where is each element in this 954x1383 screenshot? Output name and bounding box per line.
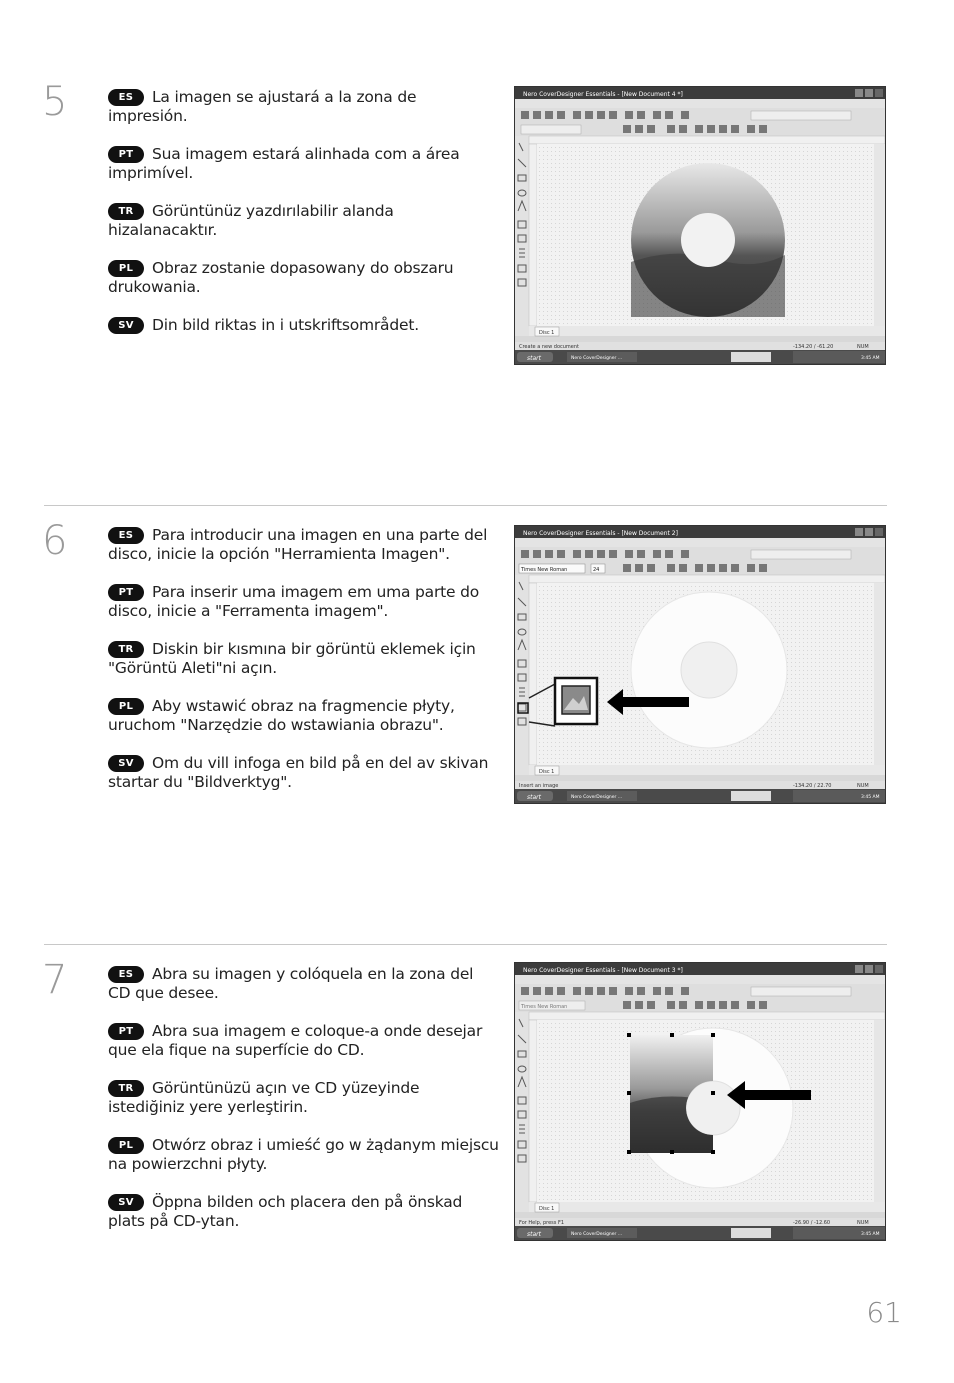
instructions-step-6 [108, 526, 500, 811]
screenshot-step-6 [514, 525, 886, 804]
svg-text:3:45 AM: 3:45 AM [861, 356, 880, 361]
ruler-vertical [529, 583, 537, 765]
instruction-sv: SV Öppna bilden och placera den på önskad plats på CD-ytan. [108, 1193, 463, 1230]
instruction-pl: PL Otwórz obraz i umieść go w żądanym miejscu na powierzchni płyty. [108, 1136, 499, 1173]
minimize-button[interactable] [855, 528, 863, 536]
ruler-horizontal [529, 575, 885, 583]
svg-text:-134.20 / 22.70: -134.20 / 22.70 [793, 783, 832, 789]
scrollbar-vertical[interactable] [874, 1020, 885, 1202]
window-title: Nero CoverDesigner Essentials - [New Document 3 *] [523, 967, 683, 974]
screenshot-step-5 [514, 86, 886, 365]
tool-palette [515, 575, 529, 775]
instruction-pt: PT Sua imagem estará alinhada com a área imprimível. [108, 145, 460, 182]
svg-text:Disc 1: Disc 1 [539, 330, 555, 336]
instruction-tr: TR Diskin bir kısmına bir görüntü eklemek için "Görüntü Aleti"ni açın. [108, 640, 476, 677]
instruction-tr: TR Görüntünüz yazdırılabilir alanda hizalanacaktır. [108, 202, 394, 239]
svg-text:-26.90 / -12.60: -26.90 / -12.60 [793, 1220, 831, 1226]
svg-text:start: start [527, 794, 541, 801]
svg-text:For Help, press F1: For Help, press F1 [519, 1220, 565, 1226]
instruction-sv: SV Om du vill infoga en bild på en del av skivan startar du "Bildverktyg". [108, 754, 489, 791]
lang-badge-sv: SV [108, 755, 144, 772]
instruction-pt: PT Para inserir uma imagem em uma parte do disco, inicie a "Ferramenta imagem". [108, 583, 480, 620]
page-number: 61 [866, 1296, 902, 1329]
ruler-vertical [529, 1020, 537, 1202]
svg-text:Times New Roman: Times New Roman [521, 567, 568, 573]
svg-text:Disc 1: Disc 1 [539, 769, 555, 775]
lang-badge-tr: TR [108, 203, 144, 220]
lang-badge-sv: SV [108, 317, 144, 334]
close-button[interactable] [875, 965, 883, 973]
instruction-tr: TR Görüntünüzü açın ve CD yüzeyinde istediğiniz yere yerleştirin. [108, 1079, 420, 1116]
instruction-es: ES La imagen se ajustará a la zona de impresión. [108, 88, 417, 125]
cd-center-hole [681, 642, 737, 698]
lang-badge-pl: PL [108, 698, 144, 715]
svg-text:Times New Roman: Times New Roman [521, 1004, 568, 1010]
window-title: Nero CoverDesigner Essentials - [New Document 4 *] [523, 91, 683, 98]
svg-text:NUM: NUM [857, 1220, 869, 1226]
maximize-button[interactable] [865, 528, 873, 536]
tool-palette [515, 136, 529, 336]
font-field [521, 125, 581, 134]
maximize-button[interactable] [865, 89, 873, 97]
instructions-step-7 [108, 965, 500, 1250]
cd-center-hole [686, 1081, 740, 1135]
lang-badge-tr: TR [108, 1080, 144, 1097]
svg-text:NUM: NUM [857, 344, 869, 350]
svg-text:3:45 AM: 3:45 AM [861, 1232, 880, 1237]
instruction-es: ES Abra su imagen y colóquela en la zona del CD que desee. [108, 965, 474, 1002]
svg-text:Create a new document: Create a new document [519, 344, 580, 350]
menubar [515, 538, 885, 547]
ruler-vertical [529, 144, 537, 326]
scrollbar-vertical[interactable] [874, 144, 885, 326]
ruler-horizontal [529, 1012, 885, 1020]
svg-text:Nero CoverDesigner ...: Nero CoverDesigner ... [571, 795, 623, 800]
screenshot-step-7 [514, 962, 886, 1241]
instruction-es: ES Para introducir una imagen en una parte del disco, inicie la opción "Herramienta Imagen". [108, 526, 488, 563]
scrollbar-vertical[interactable] [874, 583, 885, 765]
maximize-button[interactable] [865, 965, 873, 973]
svg-text:NUM: NUM [857, 783, 869, 789]
close-button[interactable] [875, 528, 883, 536]
step-number-5: 5 [42, 79, 68, 125]
svg-text:start: start [527, 355, 541, 362]
lang-badge-sv: SV [108, 1194, 144, 1211]
svg-text:24: 24 [593, 567, 600, 573]
lang-badge-pt: PT [108, 584, 144, 601]
instruction-pt: PT Abra sua imagem e coloque-a onde desejar que ela fique na superfície do CD. [108, 1022, 483, 1059]
menubar [515, 99, 885, 108]
close-button[interactable] [875, 89, 883, 97]
minimize-button[interactable] [855, 89, 863, 97]
svg-text:Insert an image: Insert an image [519, 783, 559, 789]
lang-badge-pt: PT [108, 146, 144, 163]
instructions-step-5 [108, 88, 500, 354]
ruler-horizontal [529, 136, 885, 144]
svg-text:-134.20 / -61.20: -134.20 / -61.20 [793, 344, 834, 350]
lang-badge-pt: PT [108, 1023, 144, 1040]
instruction-sv: SV Din bild riktas in i utskriftsområdet. [108, 316, 500, 335]
minimize-button[interactable] [855, 965, 863, 973]
instruction-pl: PL Aby wstawić obraz na fragmencie płyty, uruchom "Narzędzie do wstawiania obrazu". [108, 697, 455, 734]
step-number-7: 7 [42, 957, 68, 1003]
step-number-6: 6 [42, 518, 68, 564]
tool-palette [515, 1012, 529, 1212]
lang-badge-es: ES [108, 966, 144, 983]
section-divider [44, 944, 887, 945]
instruction-pl: PL Obraz zostanie dopasowany do obszaru drukowania. [108, 259, 454, 296]
svg-text:Nero CoverDesigner ...: Nero CoverDesigner ... [571, 1232, 623, 1237]
menubar [515, 975, 885, 984]
lang-badge-pl: PL [108, 1137, 144, 1154]
svg-text:3:45 AM: 3:45 AM [861, 795, 880, 800]
cd-center-hole [681, 213, 735, 267]
section-divider [44, 505, 887, 506]
lang-badge-pl: PL [108, 260, 144, 277]
lang-badge-es: ES [108, 89, 144, 106]
lang-badge-es: ES [108, 527, 144, 544]
svg-text:Nero CoverDesigner ...: Nero CoverDesigner ... [571, 356, 623, 361]
lang-badge-tr: TR [108, 641, 144, 658]
window-title: Nero CoverDesigner Essentials - [New Document 2] [523, 530, 678, 537]
svg-text:Disc 1: Disc 1 [539, 1206, 555, 1212]
svg-text:start: start [527, 1231, 541, 1238]
